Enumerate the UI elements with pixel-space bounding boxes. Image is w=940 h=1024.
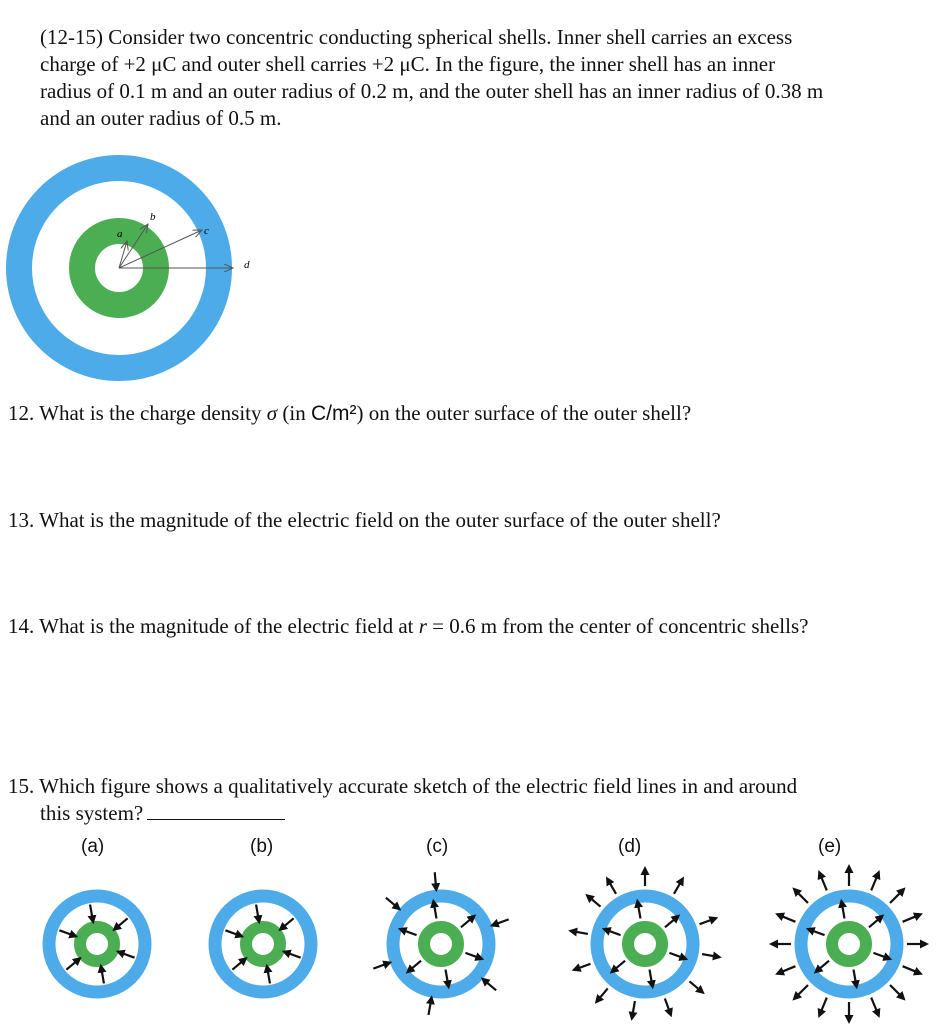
- option-b-inner-shell: [246, 927, 280, 961]
- option-c-gap-arrow: [446, 970, 448, 984]
- option-a-gap-arrow: [117, 918, 128, 927]
- option-a-gap-arrow: [66, 961, 77, 970]
- option-e-outer-arrow: [821, 876, 827, 891]
- option-figure-e: [775, 870, 923, 1018]
- option-d-outer-arrow: [590, 898, 601, 907]
- option-a-inner-shell: [80, 927, 114, 961]
- option-c-gap-arrow: [461, 918, 472, 927]
- answer-blank[interactable]: [147, 801, 285, 820]
- option-d-outer-arrow: [609, 882, 616, 894]
- option-c-outer-arrow: [435, 872, 436, 886]
- option-b-gap-arrow: [287, 953, 300, 958]
- option-b-gap-arrow: [225, 930, 238, 935]
- sigma-symbol: σ: [266, 401, 278, 425]
- option-figure-d: [574, 872, 716, 1015]
- q14-eq: =: [426, 614, 450, 638]
- label-b: b: [150, 211, 156, 223]
- option-e-label: (e): [818, 836, 842, 857]
- option-b-gap-arrow: [268, 970, 270, 984]
- label-d: d: [244, 259, 250, 271]
- option-e-outer-arrow: [903, 966, 918, 972]
- option-e-gap-arrow: [873, 953, 886, 958]
- option-c-outer-arrow: [496, 919, 509, 924]
- option-a-gap-arrow: [90, 905, 92, 919]
- option-c-outer-arrow: [386, 898, 397, 907]
- option-e-outer-arrow: [871, 876, 877, 891]
- q14-var-r: r: [418, 614, 427, 638]
- question-14: [8, 613, 808, 640]
- option-b-gap-arrow: [232, 961, 243, 970]
- option-a-label: (a): [81, 836, 105, 857]
- option-c-gap-arrow: [465, 953, 478, 958]
- option-a-gap-arrow: [59, 930, 72, 935]
- option-d-gap-arrow: [650, 970, 652, 984]
- option-d-inner-shell: [628, 927, 662, 961]
- option-d-label: (d): [618, 836, 642, 857]
- q14-text-before: What is the magnitude of the electric field at: [39, 614, 419, 638]
- option-e-outer-arrow: [821, 998, 827, 1013]
- q14-number: 14.: [8, 614, 35, 638]
- option-a-gap-arrow: [121, 953, 134, 958]
- option-d-outer-arrow: [574, 931, 588, 933]
- option-e-gap-arrow: [818, 961, 829, 970]
- label-a: a: [117, 228, 123, 240]
- q15-number: 15.: [8, 774, 35, 798]
- option-e-outer-arrow: [871, 998, 877, 1013]
- option-e-outer-arrow: [781, 966, 796, 972]
- q12-text-after: ) on the outer surface of the outer shell?: [356, 401, 692, 425]
- option-c-outer-arrow: [485, 981, 496, 990]
- option-b-gap-arrow: [283, 918, 294, 927]
- option-c-label: (c): [426, 836, 449, 857]
- question-13: [8, 507, 721, 534]
- option-c-outer-arrow: [373, 964, 386, 969]
- option-figures: [49, 870, 923, 1018]
- option-e-gap-arrow: [869, 918, 880, 927]
- option-e-outer-arrow: [797, 892, 808, 903]
- option-e-gap-arrow: [811, 930, 824, 935]
- option-c-gap-arrow: [410, 961, 421, 970]
- option-d-outer-shell: [597, 896, 693, 992]
- radius-a-arrow: [119, 241, 127, 268]
- q12-unit: C/m²: [310, 402, 357, 425]
- option-e-gap-arrow: [854, 970, 856, 984]
- q14-text-after: from the center of concentric shells?: [497, 614, 809, 638]
- intro-line-2: charge of +2 μC and outer shell carries +2 μC. In the figure, the inner shell has an inner: [40, 52, 776, 76]
- option-figure-a: [49, 896, 145, 992]
- q13-number: 13.: [8, 508, 35, 532]
- option-e-outer-shell: [801, 896, 897, 992]
- q12-text-mid: (in: [277, 401, 311, 425]
- option-d-outer-arrow: [689, 981, 700, 990]
- label-c: c: [204, 225, 209, 237]
- intro-line-3: radius of 0.1 m and an outer radius of 0.2 m, and the outer shell has an inner radius of 0.38 m: [40, 79, 824, 103]
- option-d-outer-arrow: [702, 954, 716, 956]
- option-d-gap-arrow: [665, 918, 676, 927]
- option-d-gap-arrow: [638, 905, 640, 919]
- option-b-label: (b): [250, 836, 274, 857]
- q14-value: 0.6 m: [449, 614, 498, 638]
- option-e-outer-arrow: [903, 916, 918, 922]
- option-b-outer-shell: [215, 896, 311, 992]
- option-a-gap-arrow: [102, 970, 104, 984]
- option-d-outer-arrow: [632, 1001, 634, 1015]
- q15-line-2: this system?: [40, 801, 144, 825]
- option-c-gap-arrow: [403, 930, 416, 935]
- option-e-inner-shell: [832, 927, 866, 961]
- option-c-inner-shell: [424, 927, 458, 961]
- option-e-gap-arrow: [842, 905, 844, 919]
- option-c-gap-arrow: [434, 905, 436, 919]
- option-d-outer-arrow: [577, 964, 590, 969]
- option-d-outer-arrow: [674, 882, 681, 894]
- option-e-outer-arrow: [797, 985, 808, 996]
- option-b-gap-arrow: [256, 905, 258, 919]
- option-d-outer-arrow: [599, 988, 608, 999]
- option-d-outer-arrow: [665, 999, 670, 1012]
- q15-line-1: Which figure shows a qualitatively accurate sketch of the electric field lines in and around: [39, 774, 798, 798]
- question-15: [8, 773, 797, 827]
- option-d-outer-arrow: [700, 919, 713, 924]
- option-c-outer-arrow: [428, 1001, 430, 1015]
- option-d-gap-arrow: [614, 961, 625, 970]
- option-d-gap-arrow: [607, 930, 620, 935]
- option-figure-c: [373, 872, 508, 1015]
- intro-line-4: and an outer radius of 0.5 m.: [40, 106, 282, 130]
- option-e-outer-arrow: [890, 985, 901, 996]
- option-e-outer-arrow: [781, 916, 796, 922]
- option-figure-b: [215, 896, 311, 992]
- q12-number: 12.: [8, 401, 35, 425]
- option-a-outer-shell: [49, 896, 145, 992]
- main-shell-figure: [19, 168, 250, 368]
- intro-line-1: (12-15) Consider two concentric conducting spherical shells. Inner shell carries an excess: [40, 25, 793, 49]
- question-12: [8, 400, 691, 427]
- option-e-outer-arrow: [890, 892, 901, 903]
- q12-text-before: What is the charge density: [39, 401, 267, 425]
- option-d-gap-arrow: [669, 953, 682, 958]
- option-c-outer-shell: [393, 896, 489, 992]
- q13-text: What is the magnitude of the electric field on the outer surface of the outer shell?: [39, 508, 721, 532]
